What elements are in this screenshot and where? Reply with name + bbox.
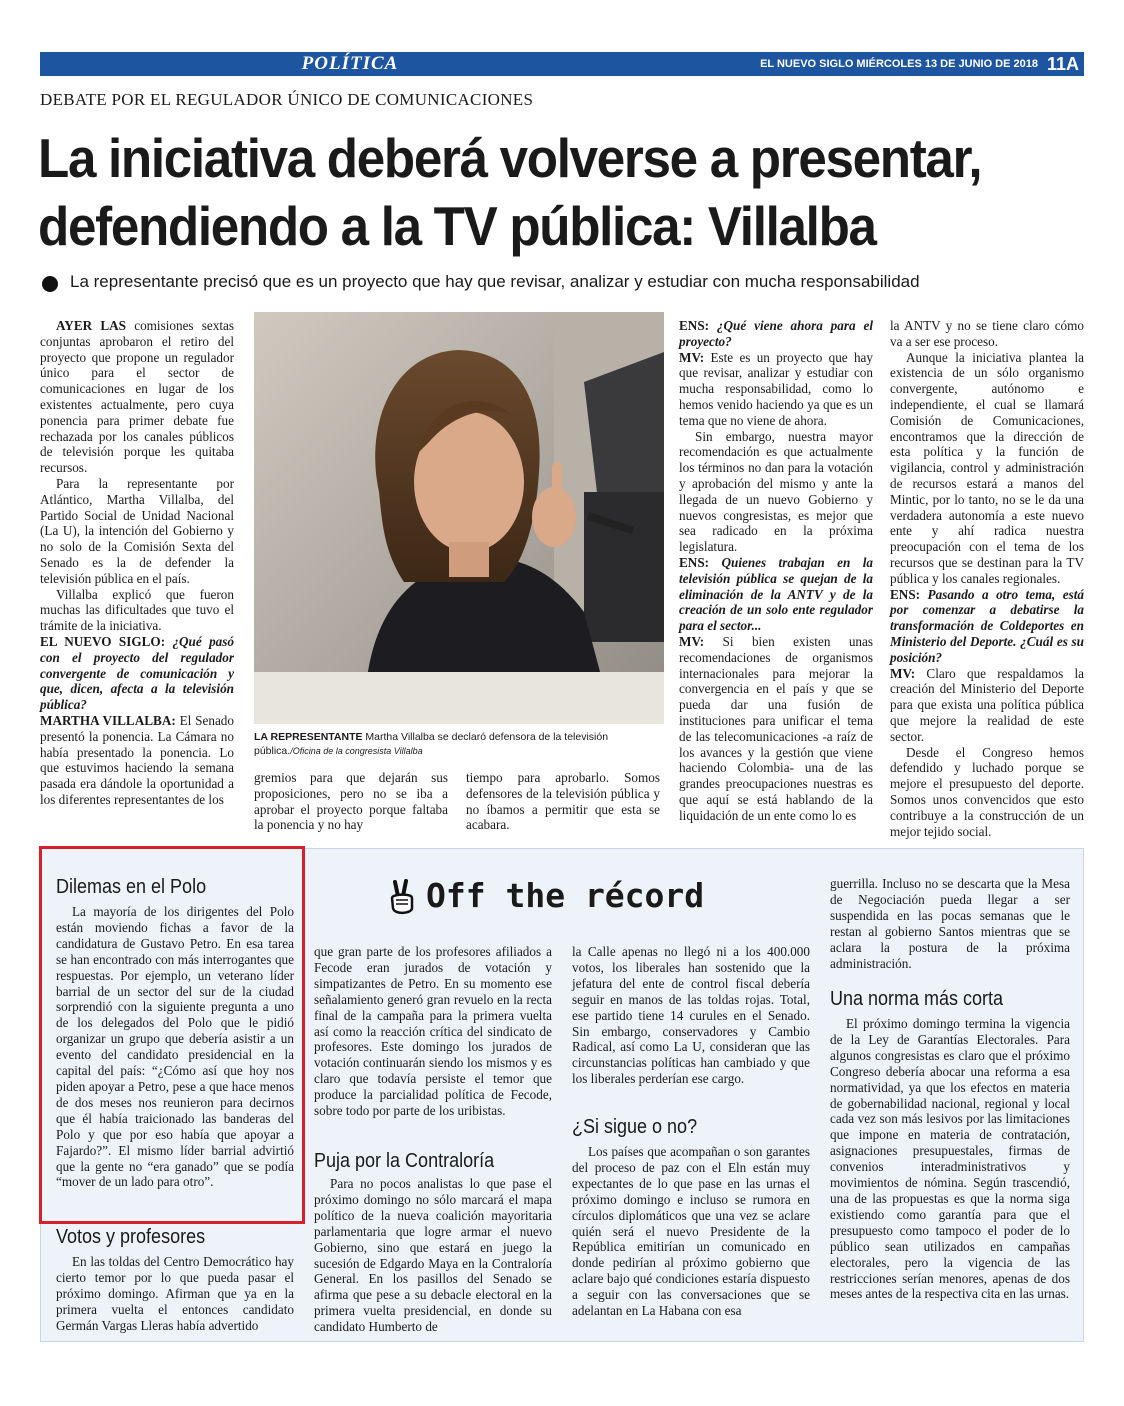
answer-lead: MV: — [679, 349, 705, 365]
section-label: POLÍTICA — [301, 53, 399, 74]
article-column-2 — [254, 770, 448, 833]
off-the-record-title: Off the récord — [426, 876, 705, 915]
photo-illustration — [254, 312, 664, 724]
paragraph: la Calle apenas no llegó ni a los 400.000 votos, los liberales han sostenido que la jefatura del ente de control fiscal debería seguir en manos de las toldas rojas. Total, ese partido tiene 14 curules en el Senado. Sin embargo, conservadores y Cambio Radical, así como La U, consideran que las circunstancias políticas han cambiado y que los liberales perderían ese cargo. — [572, 944, 810, 1087]
paragraph: La mayoría de los dirigentes del Polo están moviendo fichas a favor de la candidatura de Gustavo Petro. En esa tarea se han encontrado con más interrogantes que respuestas. Por ejemplo, un veterano líder barrial de un sector del sur de la ciudad sorprendió con la siguiente pregunta a uno de los delegados del Polo que le pidió organizar un grupo que debería asistir a un evento del candidato presidencial en la capital del país: “¿Cómo así que hoy nos piden apoyar a Petro, pese a que hace menos de dos meses nos reunieron para decirnos que él había traicionado las banderas del Polo y que por eso había que apoyar a Fajardo?”. El mismo líder barrial advirtió que la gente no “era ganado” que se podía “mover de un lado para otro”. — [56, 904, 294, 1190]
subhead: La representante precisó que es un proyecto que hay que revisar, analizar y estudiar con mucha responsabilidad — [70, 272, 920, 291]
paragraph: Para la representante por Atlántico, Martha Villalba, del Partido Social de Unidad Nacional (La U), la intención del Gobierno y no solo de la Comisión Sexta del Senado es la de defender la televisión pública en el país. — [40, 475, 234, 586]
dilemas-heading: Dilemas en el Polo — [56, 876, 207, 898]
bullet-icon — [42, 276, 58, 292]
paragraph: tiempo para aprobarlo. Somos defensores de la televisión pública y no íbamos a permitir que esta se acabara. — [466, 770, 660, 833]
paragraph: Los países que acompañan o son garantes del proceso de paz con el Eln están muy expectantes de lo que pase en las urnas el próximo domingo e incluso se rumora en círculos diplomáticos que una vez se aclare quién será el nuevo Presidente de la República emitirían un comunicado en donde pedirían al próximo gobierno que aclare bajo qué condiciones estaría dispuesto a seguir con las conversaciones que se adelantan en La Habana con esa — [572, 1144, 810, 1319]
answer-lead: MARTHA VILLALBA: — [40, 712, 176, 728]
norma-text — [830, 1016, 1070, 1302]
paragraph: que gran parte de los profesores afiliados a Fecode eran jurados de votación y simpatizantes de Petro. En su momento ese señalamiento generó gran revuelo en la recta final de la campaña para la primera vuelta así como la reacción crítica del sindicato de profesores. Este domingo los jurados de votación continuarán siendo los mismos y es claro que todavía persiste el temor que produce la parcialidad política de Fecode, sobre todo por parte de los uribistas. — [314, 944, 552, 1119]
norma-heading: Una norma más corta — [830, 988, 1004, 1010]
sigue-text — [572, 1144, 810, 1319]
paper-date-info: EL NUEVO SIGLO MIÉRCOLES 13 DE JUNIO DE 2018 — [760, 58, 1038, 70]
highlight-frame — [39, 846, 305, 1224]
page-number: 11A — [1046, 54, 1080, 74]
headline-line-2: defendiendo a la TV pública: Villalba — [38, 195, 876, 257]
headline — [38, 124, 1024, 260]
question: Pasando a otro tema, está por comenzar a debatirse la transformación de Coldeportes en Ministerio del Deporte. ¿Cuál es su posición? — [890, 586, 1084, 665]
paragraph: El próximo domingo termina la vigencia de la Ley de Garantías Electorales. Para algunos congresistas es claro que el próximo Congreso debería abocar una reforma a esa normatividad, ya que los efectos en materia de gobernabilidad nacional, regional y local cada vez son más lesivos por las limitaciones que impone en materia de contratación, asignaciones presupuestales, firmas de convenios interadministrativos y movimientos de nómina. Según trascendió, una de las propuestas es que la norma siga existiendo como garantía para que el presupuesto como tampoco el poder de lo público sean utilizados en campañas electorales, pero la vigencia de las restricciones serían menores, apenas de dos meses antes de la respectiva cita en las urnas. — [830, 1016, 1070, 1302]
paragraph: gremios para que dejarán sus proposiciones, pero no se iba a aprobar el proyecto porque faltaba la ponencia y no hay — [254, 770, 448, 833]
answer-lead: MV: — [679, 633, 705, 649]
paragraph: Sin embargo, nuestra mayor recomendación es que actualmente los términos no dan para la votación y aprobación del mismo y ante la llegada de un nuevo Gobierno y nuevos congresistas, es mejor que sea radicado en la próxima legislatura. — [679, 428, 873, 555]
caption-lead: LA REPRESENTANTE — [254, 731, 363, 743]
question-lead: ENS: — [679, 554, 710, 570]
answer: Este es un proyecto que hay que revisar, analizar y estudiar con mucha responsabilidad, como lo hemos venido haciendo ya que es un tema que no viene de ahora. — [679, 349, 873, 428]
paragraph: comisiones sextas conjuntas aprobaron el retiro del proyecto que propone un regulador único para el sector de comunicaciones en lugar de los existentes actualmente, pero cuya ponencia para primer debate fue rechazada por los canales públicos de televisión porque les quitaba recursos. — [40, 318, 234, 476]
otr-column-2 — [314, 944, 552, 1119]
paragraph: Villalba explicó que fueron muchas las dificultades que tuvo el trámite de la iniciativa. — [40, 586, 234, 634]
peace-hand-icon — [386, 878, 418, 918]
votos-text — [56, 1254, 294, 1334]
question-lead: ENS: — [679, 318, 710, 333]
paragraph: la ANTV y no se tiene claro cómo va a ser ese proceso. — [890, 318, 1084, 349]
article-photo — [254, 312, 664, 724]
votos-heading: Votos y profesores — [56, 1226, 206, 1248]
caption-credit: /Oficina de la congresista Villalba — [290, 746, 423, 756]
paragraph: guerrilla. Incluso no se descarta que la Mesa de Negociación pueda llegar a ser suspendida en las pocas semanas que le restan al gobierno Santos mientras que se aclara la postura de la próxima administración. — [830, 876, 1070, 971]
answer-lead: MV: — [890, 665, 916, 681]
paragraph: Desde el Congreso hemos defendido y luchado porque se mejore el presupuesto del deporte. Somos unos convencidos que esto contribuye a la construcción de un mejor tejido social. — [890, 744, 1084, 839]
puja-heading: Puja por la Contraloría — [314, 1150, 495, 1172]
otr-column-3 — [572, 944, 810, 1087]
otr-column-4 — [830, 876, 1070, 971]
photo-caption — [254, 730, 664, 758]
question: ¿Qué viene ahora para el proyecto? — [679, 318, 873, 349]
question-lead: EL NUEVO SIGLO: — [40, 633, 166, 649]
question: ¿Qué pasó con el proyecto del regulador convergente de comunicación y que, dicen, afecta a la televisión pública? — [40, 633, 234, 713]
article-column-1 — [40, 318, 234, 808]
answer: Si bien existen unas recomendaciones de organismos internacionales para mejorar la convergencia en el país y que se pueda dar una fusión de instituciones para unificar el tema de las telecomunicaciones -a raíz de los avances y la gestión que viene haciendo Colombia- una de las grandes preocupaciones nuestras es que aquí se está hablando de la liquidación de un ente como lo es — [679, 633, 873, 823]
kicker: DEBATE POR EL REGULADOR ÚNICO DE COMUNICACIONES — [40, 90, 534, 109]
sigue-heading: ¿Si sigue o no? — [572, 1116, 698, 1138]
puja-text — [314, 1176, 552, 1335]
article-column-5 — [890, 318, 1084, 839]
article-column-4 — [679, 318, 873, 824]
lead-in: AYER LAS — [56, 318, 127, 333]
headline-line-1: La iniciativa deberá volverse a presentar, — [38, 127, 982, 189]
question: Quienes trabajan en la televisión pública se quejan de la eliminación de la ANTV y de la creación de un solo ente regulador para el sector... — [679, 554, 873, 634]
paragraph: En las toldas del Centro Democrático hay cierto temor por lo que pueda pasar el próximo domingo. Afirman que ya en la primera vuelta el entonces candidato Germán Vargas Lleras había advertido — [56, 1254, 294, 1333]
question-lead: ENS: — [890, 586, 921, 602]
answer: El Senado presentó la ponencia. La Cámara no había presentado la ponencia. Lo que estuvimos haciendo la semana pasada era dándole la oportunidad a los diferentes representantes de los — [40, 712, 234, 807]
paragraph: Para no pocos analistas lo que pase el próximo domingo no sólo marcará el mapa político de la nueva coalición mayoritaria parlamentaria que logre armar el nuevo Gobierno, sino que estará en juego la sucesión de Edgardo Maya en la Contraloría General. En los pasillos del Senado se afirma que pese a su debacle electoral en la primera vuelta presidencial, en donde su candidato Humberto de — [314, 1176, 552, 1335]
answer: Claro que respaldamos la creación del Ministerio del Deporte para que exista una política pública que mejore la realidad de este sector. — [890, 665, 1084, 744]
article-column-3 — [466, 770, 660, 833]
paragraph: Aunque la iniciativa plantea la existencia de un sólo organismo convergente, autónomo e independiente, el cual se llamará Comisión de Comunicaciones, encontramos que la dirección de esta política y la función de vigilancia, control y administración de recursos estará a manos del Mintic, por lo tanto, no se le da una verdadera autonomía a este nuevo ente y ahí radica nuestra preocupación con el tema de los recursos que se destinan para la TV pública y los canales regionales. — [890, 349, 1084, 586]
caption-text: Martha Villalba se declaró defensora de la televisión pública. — [254, 731, 609, 757]
